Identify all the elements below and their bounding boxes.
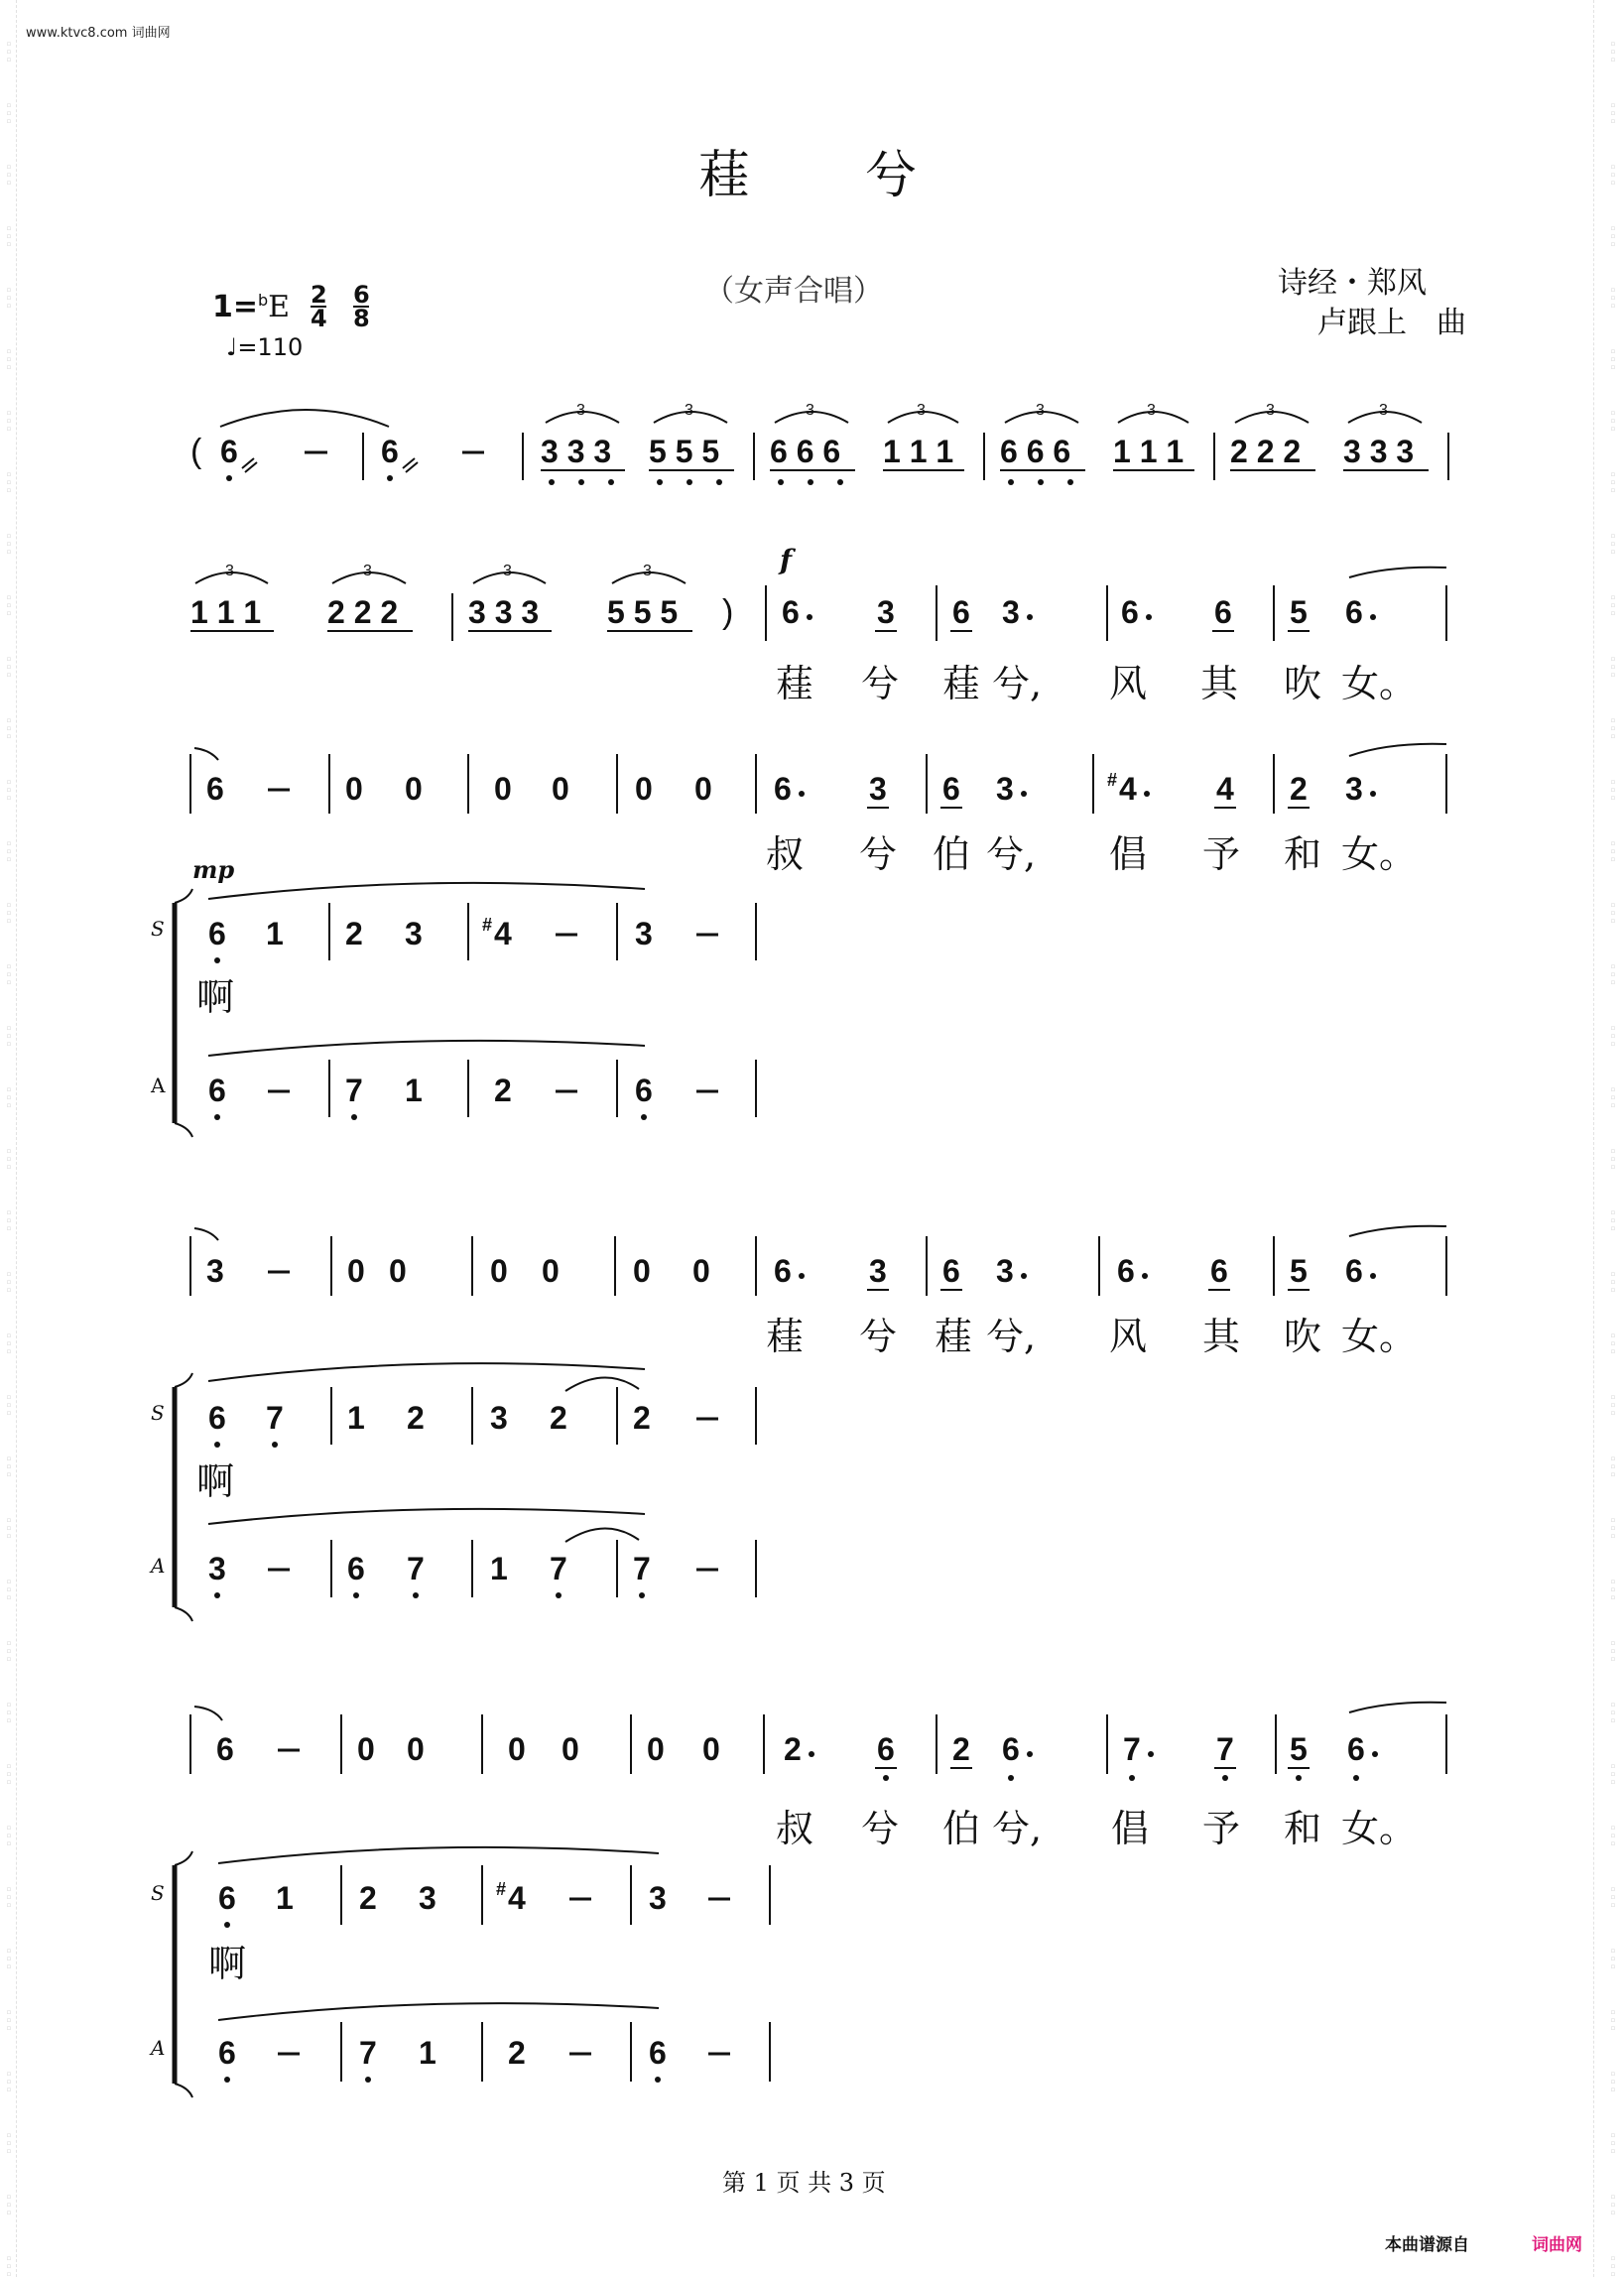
watermark-mark: ▫ ▫ ▫ bbox=[6, 901, 12, 925]
lyric-char: 其 bbox=[1202, 1315, 1241, 1358]
watermark-mark: ▫ ▫ ▫ bbox=[6, 163, 12, 187]
watermark-mark: ▫ ▫ ▫ bbox=[6, 409, 12, 433]
svg-text:0: 0 bbox=[357, 1731, 375, 1767]
lyric-char: 风 bbox=[1109, 1315, 1148, 1358]
svg-text:(: ( bbox=[190, 433, 202, 470]
lyric-char: 兮, bbox=[992, 1807, 1043, 1850]
lyric-char: 女。 bbox=[1341, 1807, 1418, 1850]
watermark-mark: ▫ ▫ ▫ bbox=[6, 1147, 12, 1171]
lyric-char: 叔 bbox=[766, 832, 805, 876]
watermark-mark: ▫ ▫ ▫ bbox=[6, 1762, 12, 1786]
svg-text:0: 0 bbox=[552, 771, 569, 807]
watermark-mark: ▫ ▫ ▫ bbox=[1610, 2008, 1616, 2032]
svg-text:7: 7 bbox=[633, 1551, 651, 1586]
svg-text:5 5 5: 5 5 5 bbox=[607, 594, 679, 630]
svg-text:2: 2 bbox=[550, 1400, 567, 1436]
watermark-mark: ▫ ▫ ▫ bbox=[1610, 1824, 1616, 1847]
svg-text:4: 4 bbox=[494, 916, 512, 951]
time2-top: 6 bbox=[353, 281, 370, 309]
svg-text:6: 6 bbox=[1121, 594, 1139, 630]
svg-text:6: 6 bbox=[942, 1253, 960, 1289]
part-label-soprano-3: S bbox=[151, 1881, 165, 1905]
svg-text:5 5 5: 5 5 5 bbox=[649, 434, 720, 469]
dynamic-mp: mp bbox=[192, 855, 235, 884]
part-label-alto-1: A bbox=[151, 1074, 166, 1097]
svg-text:3: 3 bbox=[1266, 402, 1275, 419]
watermark-mark: ▫ ▫ ▫ bbox=[1610, 2131, 1616, 2155]
dynamic-forte: f bbox=[780, 544, 793, 576]
svg-text:2: 2 bbox=[952, 1731, 970, 1767]
watermark-mark: ▫ ▫ ▫ bbox=[6, 224, 12, 248]
svg-text:0: 0 bbox=[407, 1731, 425, 1767]
watermark-mark: ▫ ▫ ▫ bbox=[6, 655, 12, 679]
watermark-mark: ▫ ▫ ▫ bbox=[1610, 1578, 1616, 1601]
svg-text:3: 3 bbox=[1345, 771, 1363, 807]
svg-text:6: 6 bbox=[216, 1731, 234, 1767]
lyric-char: 和 bbox=[1284, 832, 1322, 876]
svg-text:3: 3 bbox=[685, 402, 693, 419]
svg-text:): ) bbox=[722, 593, 734, 631]
source-label: 本曲谱源自 bbox=[1385, 2235, 1469, 2255]
svg-text:3: 3 bbox=[576, 402, 585, 419]
svg-text:1: 1 bbox=[347, 1400, 365, 1436]
svg-text:1 1 1: 1 1 1 bbox=[1113, 434, 1185, 469]
watermark-mark: ▫ ▫ ▫ bbox=[6, 1516, 12, 1540]
subtitle: （女声合唱） bbox=[704, 274, 883, 309]
svg-text:5: 5 bbox=[1290, 1731, 1308, 1767]
watermark-mark: ▫ ▫ ▫ bbox=[6, 101, 12, 125]
svg-text:2: 2 bbox=[1290, 771, 1308, 807]
watermark-mark: ▫ ▫ ▫ bbox=[1610, 470, 1616, 494]
svg-text:7: 7 bbox=[550, 1551, 567, 1586]
svg-text:0: 0 bbox=[562, 1731, 579, 1767]
lyric-char: 蓕 bbox=[935, 1315, 973, 1358]
svg-text:5: 5 bbox=[1290, 594, 1308, 630]
svg-text:3: 3 bbox=[635, 916, 653, 951]
part-label-alto-3: A bbox=[151, 2036, 166, 2060]
watermark-mark: ▫ ▫ ▫ bbox=[6, 1947, 12, 1970]
watermark-mark: ▫ ▫ ▫ bbox=[6, 2008, 12, 2032]
watermark-mark: ▫ ▫ ▫ bbox=[6, 2193, 12, 2216]
watermark-mark: ▫ ▫ ▫ bbox=[1610, 1147, 1616, 1171]
vocalise-text-1: 啊 bbox=[196, 975, 235, 1019]
svg-text:7: 7 bbox=[1216, 1731, 1234, 1767]
tempo-marking: ♩=110 bbox=[226, 333, 304, 361]
system-2 bbox=[190, 563, 1446, 641]
watermark-mark: ▫ ▫ ▫ bbox=[1610, 1455, 1616, 1478]
svg-text:4: 4 bbox=[1216, 771, 1234, 807]
watermark-mark: ▫ ▫ ▫ bbox=[1610, 1208, 1616, 1232]
svg-text:3: 3 bbox=[869, 771, 887, 807]
watermark-mark: ▫ ▫ ▫ bbox=[6, 1455, 12, 1478]
svg-text:0: 0 bbox=[647, 1731, 665, 1767]
svg-text:2: 2 bbox=[345, 916, 363, 951]
svg-text:6: 6 bbox=[942, 771, 960, 807]
watermark-mark: ▫ ▫ ▫ bbox=[6, 1208, 12, 1232]
page-title: 蓕 兮 bbox=[698, 146, 922, 205]
svg-text:0: 0 bbox=[347, 1253, 365, 1289]
svg-text:6: 6 bbox=[1002, 1731, 1020, 1767]
svg-text:0: 0 bbox=[635, 771, 653, 807]
svg-text:0: 0 bbox=[494, 771, 512, 807]
svg-text:0: 0 bbox=[633, 1253, 651, 1289]
system-intro-1 bbox=[190, 402, 1448, 485]
watermark-mark: ▫ ▫ ▫ bbox=[1610, 2193, 1616, 2216]
svg-text:6: 6 bbox=[782, 594, 800, 630]
watermark-mark: ▫ ▫ ▫ bbox=[6, 778, 12, 802]
svg-text:6: 6 bbox=[347, 1551, 365, 1586]
svg-text:3: 3 bbox=[503, 563, 512, 579]
svg-text:0: 0 bbox=[389, 1253, 407, 1289]
tonic-label: 1= bbox=[212, 290, 259, 324]
watermark-mark: ▫ ▫ ▫ bbox=[1610, 409, 1616, 433]
system-5-melody bbox=[190, 1703, 1446, 1781]
svg-text:2: 2 bbox=[407, 1400, 425, 1436]
svg-text:7: 7 bbox=[407, 1551, 425, 1586]
svg-text:6: 6 bbox=[649, 2035, 667, 2071]
system-4-choir bbox=[175, 1363, 756, 1621]
svg-text:7: 7 bbox=[266, 1400, 284, 1436]
watermark-mark: ▫ ▫ ▫ bbox=[6, 1824, 12, 1847]
key-letter: E bbox=[268, 290, 291, 324]
watermark-mark: ▫ ▫ ▫ bbox=[1610, 532, 1616, 556]
svg-text:5: 5 bbox=[1290, 1253, 1308, 1289]
watermark-mark: ▫ ▫ ▫ bbox=[1610, 1024, 1616, 1048]
svg-text:6: 6 bbox=[208, 916, 226, 951]
watermark-mark: ▫ ▫ ▫ bbox=[6, 286, 12, 310]
lyric-char: 倡 bbox=[1109, 832, 1148, 876]
svg-text:3: 3 bbox=[490, 1400, 508, 1436]
watermark-mark: ▫ ▫ ▫ bbox=[1610, 1701, 1616, 1724]
svg-text:3 3 3: 3 3 3 bbox=[1343, 434, 1415, 469]
svg-text:7: 7 bbox=[359, 2035, 377, 2071]
svg-text:6: 6 bbox=[1345, 1253, 1363, 1289]
svg-text:6: 6 bbox=[774, 771, 792, 807]
watermark-mark: ▫ ▫ ▫ bbox=[1610, 1885, 1616, 1909]
svg-text:0: 0 bbox=[345, 771, 363, 807]
site-header[interactable]: www.ktvc8.com 词曲网 bbox=[26, 26, 171, 41]
vocalise-text-2: 啊 bbox=[196, 1459, 235, 1503]
svg-text:6: 6 bbox=[381, 434, 399, 469]
lyric-char: 兮 bbox=[861, 1807, 900, 1850]
svg-text:6: 6 bbox=[208, 1400, 226, 1436]
svg-text:3: 3 bbox=[877, 594, 895, 630]
svg-text:3: 3 bbox=[869, 1253, 887, 1289]
svg-text:3: 3 bbox=[363, 563, 372, 579]
svg-text:1 1 1: 1 1 1 bbox=[190, 594, 262, 630]
watermark-mark: ▫ ▫ ▫ bbox=[1610, 347, 1616, 371]
svg-text:#: # bbox=[496, 1879, 507, 1899]
part-label-soprano-1: S bbox=[151, 917, 165, 941]
watermark-mark: ▫ ▫ ▫ bbox=[6, 347, 12, 371]
watermark-mark: ▫ ▫ ▫ bbox=[6, 1701, 12, 1724]
lyric-char: 伯 bbox=[942, 1807, 981, 1850]
svg-text:2: 2 bbox=[494, 1073, 512, 1108]
source-brand-link[interactable]: 词曲网 bbox=[1532, 2235, 1582, 2255]
svg-text:1: 1 bbox=[276, 1880, 294, 1916]
lyric-char: 予 bbox=[1202, 1807, 1241, 1850]
svg-text:6: 6 bbox=[774, 1253, 792, 1289]
time2-bottom: 8 bbox=[353, 305, 370, 332]
watermark-mark: ▫ ▫ ▫ bbox=[1610, 1331, 1616, 1355]
svg-text:6: 6 bbox=[220, 434, 238, 469]
lyric-char: 蓕 bbox=[942, 662, 981, 705]
watermark-mark: ▫ ▫ ▫ bbox=[6, 1639, 12, 1663]
svg-text:4: 4 bbox=[508, 1880, 526, 1916]
svg-text:3: 3 bbox=[996, 1253, 1014, 1289]
svg-text:3: 3 bbox=[208, 1551, 226, 1586]
watermark-mark: ▫ ▫ ▫ bbox=[1610, 40, 1616, 63]
page-counter: 第 1 页 共 3 页 bbox=[722, 2169, 886, 2197]
part-label-soprano-2: S bbox=[151, 1401, 165, 1425]
svg-text:3: 3 bbox=[405, 916, 423, 951]
time1-bottom: 4 bbox=[311, 305, 327, 332]
svg-text:6 6 6: 6 6 6 bbox=[770, 434, 841, 469]
lyric-char: 兮 bbox=[859, 832, 898, 876]
watermark-mark: ▫ ▫ ▫ bbox=[1610, 2254, 1616, 2278]
watermark-mark: ▫ ▫ ▫ bbox=[6, 839, 12, 863]
lyric-char: 伯 bbox=[933, 832, 971, 876]
svg-text:6: 6 bbox=[1214, 594, 1232, 630]
watermark-mark: ▫ ▫ ▫ bbox=[6, 716, 12, 740]
system-3-choir bbox=[175, 883, 756, 1137]
system-4-melody bbox=[190, 1226, 1446, 1296]
svg-text:3: 3 bbox=[996, 771, 1014, 807]
svg-text:6: 6 bbox=[1117, 1253, 1135, 1289]
watermark-mark: ▫ ▫ ▫ bbox=[1610, 1947, 1616, 1970]
lyric-char: 风 bbox=[1109, 662, 1148, 705]
svg-text:0: 0 bbox=[490, 1253, 508, 1289]
svg-text:1: 1 bbox=[419, 2035, 437, 2071]
watermark-mark: ▫ ▫ ▫ bbox=[1610, 2070, 1616, 2093]
watermark-mark: ▫ ▫ ▫ bbox=[1610, 1762, 1616, 1786]
svg-text:6: 6 bbox=[1345, 594, 1363, 630]
svg-text:3 3 3: 3 3 3 bbox=[541, 434, 612, 469]
lyric-char: 和 bbox=[1284, 1807, 1322, 1850]
watermark-mark: ▫ ▫ ▫ bbox=[6, 1270, 12, 1294]
lyric-char: 蓕 bbox=[766, 1315, 805, 1358]
lyric-char: 兮 bbox=[859, 1315, 898, 1358]
watermark-mark: ▫ ▫ ▫ bbox=[6, 1393, 12, 1417]
watermark-mark: ▫ ▫ ▫ bbox=[1610, 224, 1616, 248]
watermark-mark: ▫ ▫ ▫ bbox=[1610, 286, 1616, 310]
svg-text:3: 3 bbox=[1036, 402, 1045, 419]
svg-text:1: 1 bbox=[405, 1073, 423, 1108]
svg-text:6: 6 bbox=[877, 1731, 895, 1767]
watermark-mark: ▫ ▫ ▫ bbox=[1610, 593, 1616, 617]
system-5-choir bbox=[175, 1847, 770, 2097]
flat-sign: b bbox=[258, 291, 269, 310]
svg-text:6: 6 bbox=[635, 1073, 653, 1108]
watermark-mark: ▫ ▫ ▫ bbox=[1610, 1270, 1616, 1294]
lyric-char: 蓕 bbox=[776, 662, 814, 705]
watermark-mark: ▫ ▫ ▫ bbox=[6, 1024, 12, 1048]
watermark-mark: ▫ ▫ ▫ bbox=[1610, 101, 1616, 125]
svg-text:1: 1 bbox=[490, 1551, 508, 1586]
svg-text:3: 3 bbox=[643, 563, 652, 579]
lyric-char: 女。 bbox=[1341, 1315, 1418, 1358]
svg-text:2: 2 bbox=[784, 1731, 802, 1767]
svg-text:3: 3 bbox=[1147, 402, 1156, 419]
watermark-mark: ▫ ▫ ▫ bbox=[6, 1578, 12, 1601]
watermark-mark: ▫ ▫ ▫ bbox=[1610, 839, 1616, 863]
svg-text:3: 3 bbox=[806, 402, 814, 419]
lyric-char: 女。 bbox=[1341, 832, 1418, 876]
svg-text:6: 6 bbox=[952, 594, 970, 630]
composer-credit: 卢跟上 曲 bbox=[1317, 306, 1466, 340]
watermark-mark: ▫ ▫ ▫ bbox=[6, 1085, 12, 1109]
svg-text:#: # bbox=[482, 915, 493, 935]
lyric-char: 女。 bbox=[1341, 662, 1418, 705]
watermark-mark: ▫ ▫ ▫ bbox=[6, 1331, 12, 1355]
lyric-char: 兮 bbox=[861, 662, 900, 705]
svg-text:3 3 3: 3 3 3 bbox=[468, 594, 540, 630]
lyric-char: 吹 bbox=[1284, 662, 1322, 705]
svg-text:2: 2 bbox=[633, 1400, 651, 1436]
svg-text:0: 0 bbox=[702, 1731, 720, 1767]
svg-text:2: 2 bbox=[508, 2035, 526, 2071]
watermark-mark: ▫ ▫ ▫ bbox=[1610, 1085, 1616, 1109]
watermark-mark: ▫ ▫ ▫ bbox=[6, 2254, 12, 2278]
time1-top: 2 bbox=[311, 281, 327, 309]
svg-text:6: 6 bbox=[218, 1880, 236, 1916]
svg-text:3: 3 bbox=[1002, 594, 1020, 630]
svg-text:6: 6 bbox=[218, 2035, 236, 2071]
watermark-mark: ▫ ▫ ▫ bbox=[1610, 163, 1616, 187]
lyric-char: 兮, bbox=[986, 1315, 1037, 1358]
svg-text:1 1 1: 1 1 1 bbox=[883, 434, 954, 469]
svg-text:6: 6 bbox=[1210, 1253, 1228, 1289]
svg-text:0: 0 bbox=[405, 771, 423, 807]
svg-text:2: 2 bbox=[359, 1880, 377, 1916]
lyric-char: 叔 bbox=[776, 1807, 814, 1850]
svg-text:3: 3 bbox=[419, 1880, 437, 1916]
part-label-alto-2: A bbox=[151, 1554, 166, 1578]
svg-text:6 6 6: 6 6 6 bbox=[1000, 434, 1071, 469]
watermark-mark: ▫ ▫ ▫ bbox=[6, 962, 12, 986]
watermark-mark: ▫ ▫ ▫ bbox=[1610, 1639, 1616, 1663]
svg-text:2 2 2: 2 2 2 bbox=[1230, 434, 1302, 469]
svg-text:0: 0 bbox=[692, 1253, 710, 1289]
svg-text:4: 4 bbox=[1119, 771, 1137, 807]
svg-text:3: 3 bbox=[1379, 402, 1388, 419]
watermark-mark: ▫ ▫ ▫ bbox=[1610, 901, 1616, 925]
watermark-mark: ▫ ▫ ▫ bbox=[1610, 655, 1616, 679]
watermark-mark: ▫ ▫ ▫ bbox=[1610, 1393, 1616, 1417]
lyric-char: 倡 bbox=[1111, 1807, 1150, 1850]
watermark-mark: ▫ ▫ ▫ bbox=[1610, 716, 1616, 740]
watermark-mark: ▫ ▫ ▫ bbox=[1610, 1516, 1616, 1540]
svg-text:7: 7 bbox=[345, 1073, 363, 1108]
watermark-mark: ▫ ▫ ▫ bbox=[6, 1885, 12, 1909]
lyric-char: 其 bbox=[1200, 662, 1239, 705]
vocalise-text-3: 啊 bbox=[208, 1942, 247, 1985]
lyricist-credit: 诗经・郑风 bbox=[1278, 266, 1427, 301]
svg-text:3: 3 bbox=[917, 402, 926, 419]
lyric-char: 兮, bbox=[986, 832, 1037, 876]
lyric-char: 吹 bbox=[1284, 1315, 1322, 1358]
system-3-melody bbox=[190, 744, 1446, 814]
watermark-mark: ▫ ▫ ▫ bbox=[6, 470, 12, 494]
svg-text:3: 3 bbox=[225, 563, 234, 579]
svg-text:7: 7 bbox=[1123, 1731, 1141, 1767]
svg-text:2 2 2: 2 2 2 bbox=[327, 594, 399, 630]
svg-text:1: 1 bbox=[266, 916, 284, 951]
svg-text:6: 6 bbox=[206, 771, 224, 807]
svg-text:0: 0 bbox=[542, 1253, 560, 1289]
watermark-mark: ▫ ▫ ▫ bbox=[6, 2131, 12, 2155]
watermark-mark: ▫ ▫ ▫ bbox=[1610, 962, 1616, 986]
svg-text:6: 6 bbox=[208, 1073, 226, 1108]
svg-text:#: # bbox=[1107, 770, 1118, 790]
svg-text:0: 0 bbox=[694, 771, 712, 807]
watermark-mark: ▫ ▫ ▫ bbox=[6, 40, 12, 63]
svg-text:3: 3 bbox=[649, 1880, 667, 1916]
svg-text:6: 6 bbox=[1347, 1731, 1365, 1767]
watermark-mark: ▫ ▫ ▫ bbox=[1610, 778, 1616, 802]
svg-text:3: 3 bbox=[206, 1253, 224, 1289]
lyric-char: 兮, bbox=[992, 662, 1043, 705]
watermark-mark: ▫ ▫ ▫ bbox=[6, 593, 12, 617]
watermark-mark: ▫ ▫ ▫ bbox=[6, 2070, 12, 2093]
svg-text:0: 0 bbox=[508, 1731, 526, 1767]
watermark-mark: ▫ ▫ ▫ bbox=[6, 532, 12, 556]
lyric-char: 予 bbox=[1202, 832, 1241, 876]
